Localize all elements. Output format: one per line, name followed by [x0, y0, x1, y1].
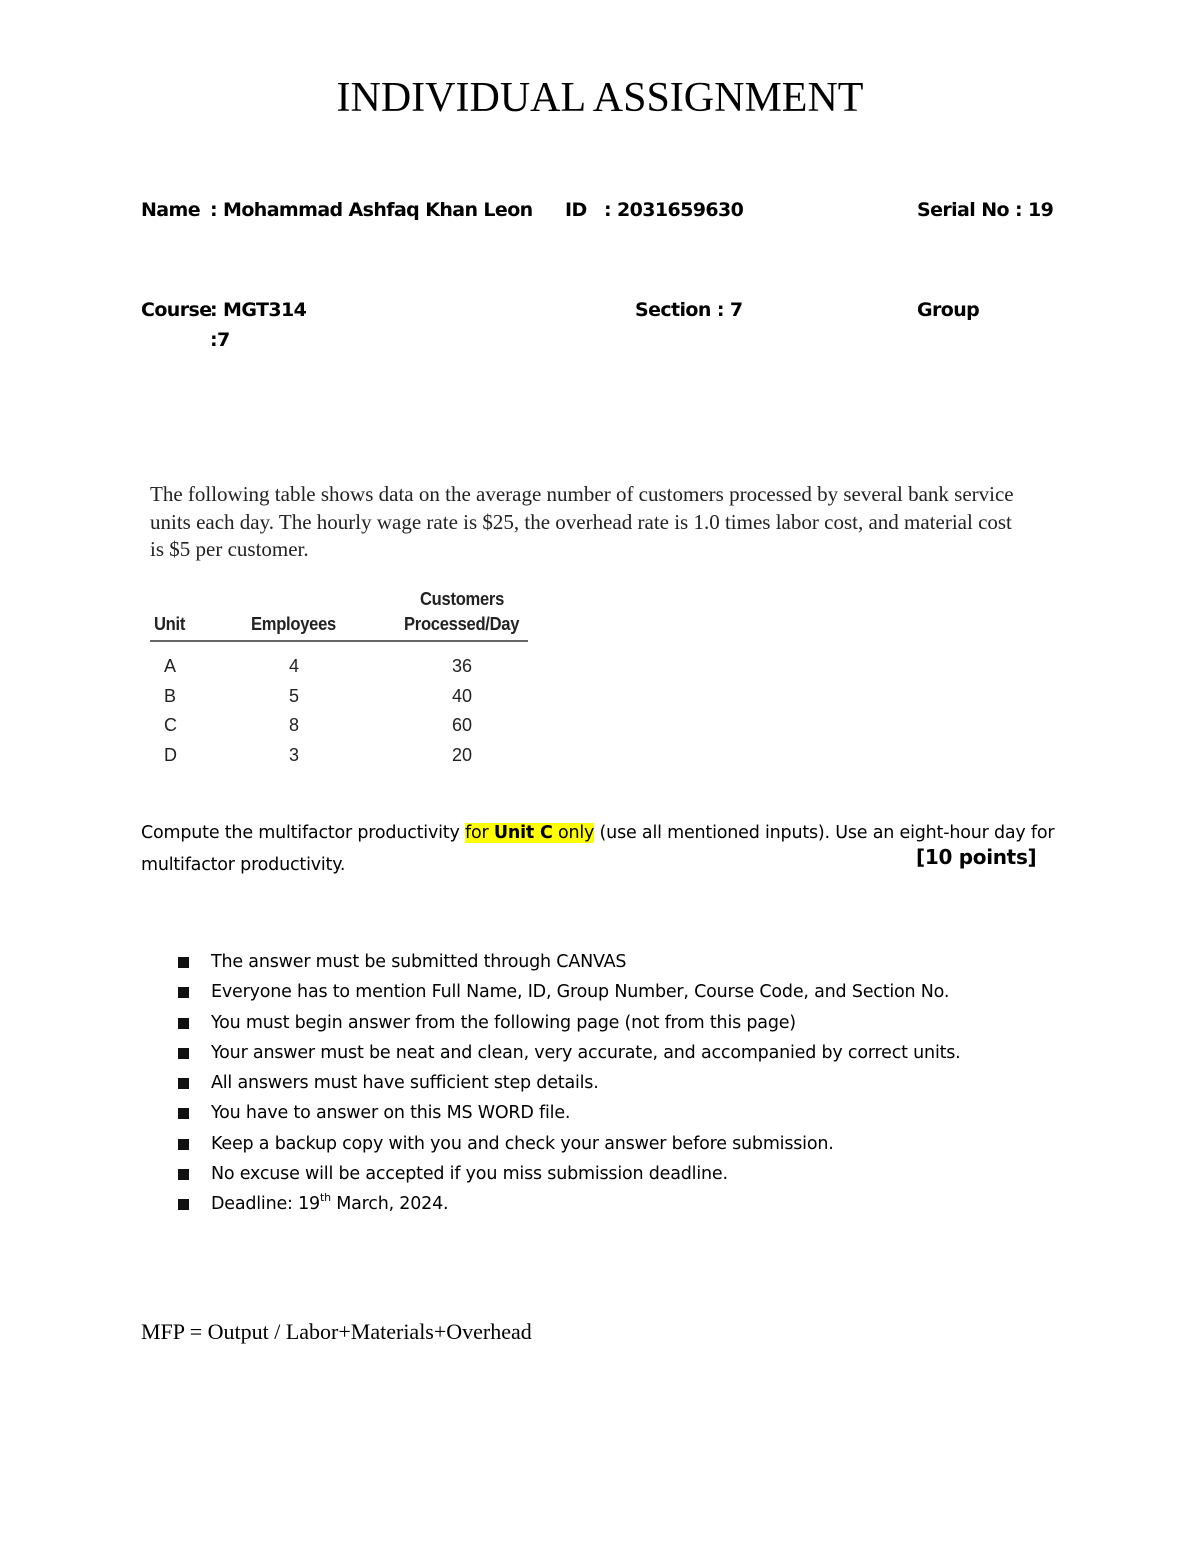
course-value: : MGT314	[210, 299, 307, 321]
deadline-prefix: Deadline: 19	[211, 1194, 320, 1215]
square-bullet-icon	[178, 1078, 189, 1089]
instruction-text: You must begin answer from the following page (not from this page)	[211, 1012, 796, 1033]
cell-employees: 3	[289, 745, 300, 765]
square-bullet-icon	[178, 1048, 189, 1059]
id-label: ID	[565, 199, 587, 221]
page-title: INDIVIDUAL ASSIGNMENT	[336, 75, 864, 121]
list-item	[176, 1132, 961, 1162]
square-bullet-icon	[178, 987, 189, 998]
cell-employees: 8	[289, 715, 300, 735]
group-value: :7	[210, 329, 230, 351]
list-item	[176, 1101, 961, 1131]
group-label: Group	[917, 299, 980, 321]
deadline-item	[176, 1192, 961, 1222]
header-unit: Unit	[154, 614, 186, 634]
instructions-list	[176, 950, 961, 1223]
course-label: Course	[141, 299, 212, 321]
square-bullet-icon	[178, 1108, 189, 1119]
list-item	[176, 1071, 961, 1101]
list-item	[176, 980, 961, 1010]
cell-customers: 60	[452, 715, 473, 735]
cell-unit: A	[164, 656, 177, 676]
cell-customers: 40	[452, 686, 473, 706]
deadline-suffix: March, 2024.	[330, 1194, 449, 1215]
instruction-text: All answers must have sufficient step details.	[211, 1073, 599, 1094]
question-after: (use all mentioned inputs). Use an eight-hour day for multifactor productivity.	[141, 823, 1055, 875]
list-item	[176, 1041, 961, 1071]
header-rule	[150, 640, 528, 642]
instruction-text: No excuse will be accepted if you miss submission deadline.	[211, 1164, 728, 1185]
instruction-text: Your answer must be neat and clean, very accurate, and accompanied by correct units.	[211, 1042, 961, 1063]
name-value: : Mohammad Ashfaq Khan Leon	[210, 199, 533, 221]
instruction-text: The answer must be submitted through CANVAS	[211, 952, 627, 972]
points-value: [10 points]	[916, 845, 1037, 869]
cell-unit: C	[164, 715, 177, 735]
square-bullet-icon	[178, 1199, 189, 1210]
highlight-unit: Unit C	[493, 823, 553, 843]
cell-unit: B	[164, 686, 177, 706]
cell-employees: 5	[289, 686, 300, 706]
cell-unit: D	[164, 745, 177, 765]
instruction-text: You have to answer on this MS WORD file.	[211, 1103, 571, 1124]
mfp-formula: MFP = Output / Labor+Materials+Overhead	[141, 1319, 532, 1344]
id-value: : 2031659630	[604, 199, 744, 221]
list-item	[176, 1162, 961, 1192]
header-employees: Employees	[251, 614, 336, 634]
square-bullet-icon	[178, 1018, 189, 1029]
instruction-text: Everyone has to mention Full Name, ID, Group Number, Course Code, and Section No.	[211, 982, 950, 1003]
header-customers-line1: Customers	[420, 589, 505, 609]
deadline-sup: th	[319, 1191, 331, 1205]
cell-employees: 4	[289, 656, 300, 676]
cell-customers: 36	[452, 656, 473, 676]
square-bullet-icon	[178, 1139, 189, 1150]
square-bullet-icon	[178, 957, 189, 968]
section-info: Section : 7	[635, 299, 743, 321]
square-bullet-icon	[178, 1169, 189, 1180]
name-label: Name	[141, 199, 201, 221]
highlighted-text	[465, 823, 594, 843]
cell-customers: 20	[452, 745, 473, 765]
list-item	[176, 1011, 961, 1041]
header-customers-line2: Processed/Day	[404, 614, 520, 634]
instruction-text: Keep a backup copy with you and check your answer before submission.	[211, 1133, 834, 1154]
list-item	[176, 950, 961, 980]
question-before: Compute the multifactor productivity	[141, 823, 465, 843]
highlight-for: for	[464, 823, 494, 843]
serial-number: Serial No : 19	[917, 199, 1054, 221]
problem-statement: The following table shows data on the average number of customers processed by several bank service units each day. The hourly wage rate is $25, the overhead rate is 1.0 times labor cost, and material cost is $5 per customer.	[150, 482, 1014, 561]
highlight-only: only	[552, 823, 595, 843]
